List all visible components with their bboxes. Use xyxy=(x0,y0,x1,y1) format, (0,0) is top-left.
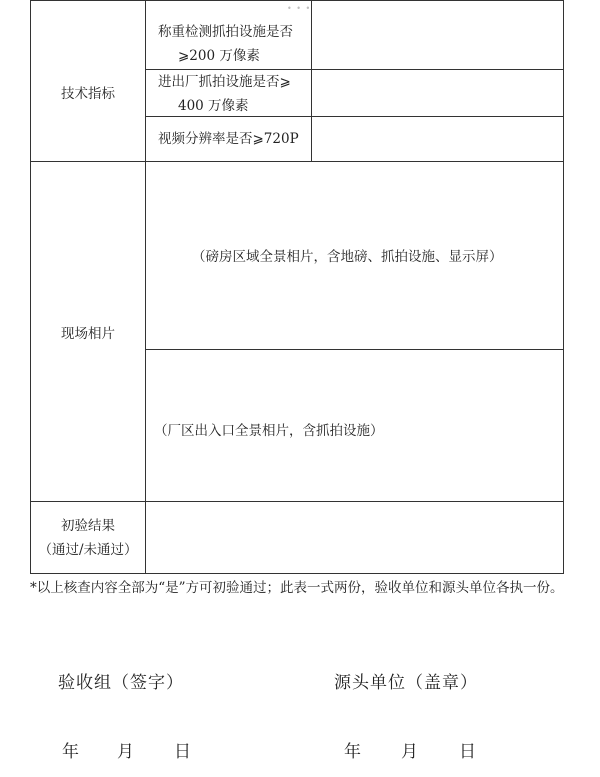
left-date-year: 年 xyxy=(62,742,79,762)
photo-slot-entrance[interactable] xyxy=(146,350,563,501)
tech-item-2-line1: 进出厂抓拍设施是否⩾ xyxy=(158,74,291,90)
result-value-cell[interactable] xyxy=(146,502,563,573)
photos-label: 现场相片 xyxy=(61,326,115,342)
right-date-year: 年 xyxy=(344,742,361,762)
table-right-border xyxy=(563,0,564,574)
tech-item-1 xyxy=(158,20,310,68)
tech-item-2 xyxy=(158,70,310,118)
signature-source-unit: 源头单位（盖章） xyxy=(334,673,478,693)
signature-acceptance-group: 验收组（签字） xyxy=(58,673,184,693)
tech-item-3-line1: 视频分辨率是否⩾720P xyxy=(158,131,299,147)
tech-item-1-line2: ⩾200 万像素 xyxy=(178,48,260,64)
tech-label: 技术指标 xyxy=(61,86,115,102)
tech-item-2-line2: 400 万像素 xyxy=(178,98,249,114)
result-label-line2: （通过/未通过） xyxy=(38,542,138,558)
footnote: *以上核查内容全部为“是”方可初验通过；此表一式两份，验收单位和源头单位各执一份。 xyxy=(30,580,564,596)
photo-hint-weighbridge: （磅房区域全景相片，含地磅、抓拍设施、显示屏） xyxy=(192,249,503,265)
photo-hint-entrance: （厂区出入口全景相片，含抓拍设施） xyxy=(154,423,384,439)
left-date-day: 日 xyxy=(174,742,191,762)
tech-item-1-value-cell[interactable] xyxy=(312,1,563,69)
photo-slot-weighbridge[interactable] xyxy=(146,162,563,349)
right-date-month: 月 xyxy=(401,742,418,762)
top-marker: • • • xyxy=(287,4,312,13)
left-date-month: 月 xyxy=(117,742,134,762)
result-label xyxy=(31,514,145,562)
result-label-line1: 初验结果 xyxy=(61,518,115,534)
table-bottom-border xyxy=(30,573,564,574)
tech-item-1-line1: 称重检测抓拍设施是否 xyxy=(158,24,293,40)
right-date-day: 日 xyxy=(459,742,476,762)
tech-item-3 xyxy=(158,127,310,151)
tech-item-3-value-cell[interactable] xyxy=(312,117,563,161)
tech-item-2-value-cell[interactable] xyxy=(312,70,563,116)
